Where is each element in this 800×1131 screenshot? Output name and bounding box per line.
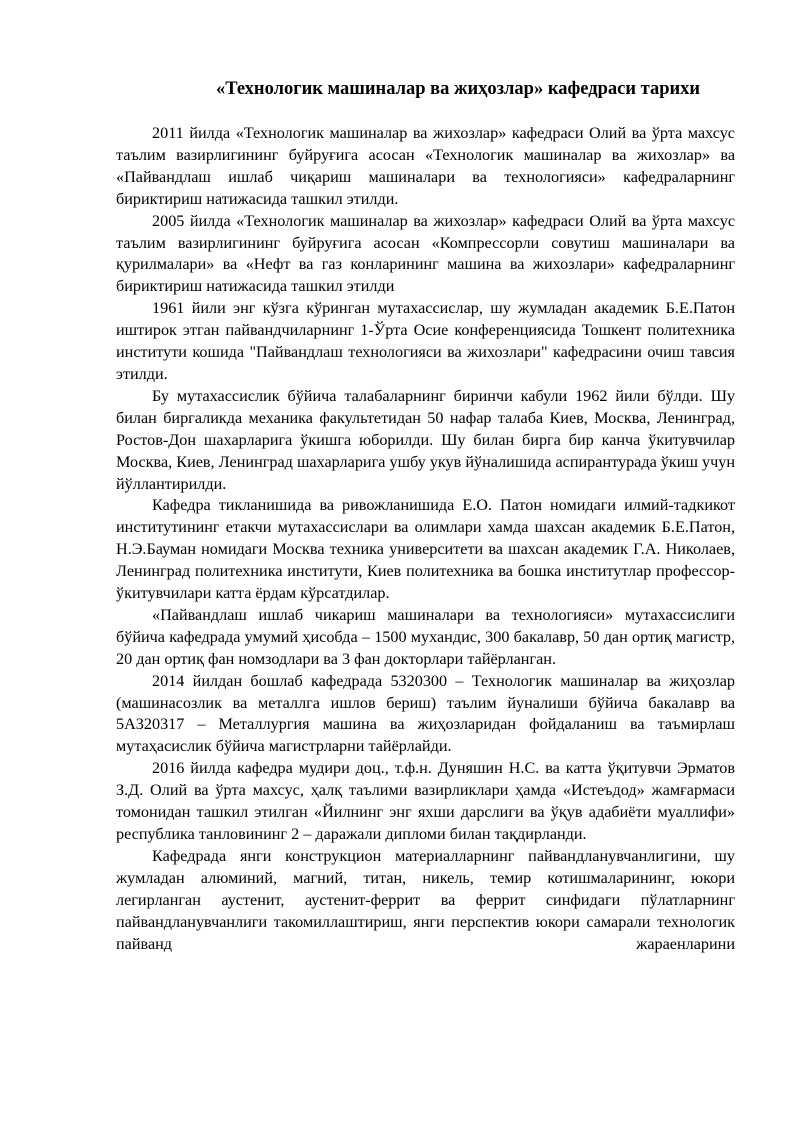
paragraph-1962: Бу мутахассислик бўйича талабаларнинг биринчи кабули 1962 йили бўлди. Шу билан биргаликда механика факультетидан 50 нафар талаба Киев, Москва, Ленинград, Ростов-Дон шахарларига ўкишга юборилди. Шу билан бирга бир канча ўкитувчилар Москва, Киев, Ленинград шахарларига ушбу укув йўналишида аспирантурада ўкиш учун йўллантирилди.	[116, 386, 735, 493]
paragraph-2014: 2014 йилдан бошлаб кафедрада 5320300 – Технологик машиналар ва жиҳозлар (машинасозлик ва металлга ишлов бериш) таълим йуналиши бўйича бакалавр ва 5А320317 – Металлургия машина ва жиҳозларидан фойдаланиш ва таъмирлаш мутаҳасислик бўйича магистрларни тайёрлайди.	[116, 671, 735, 756]
paragraph-research: Кафедрада янги конструкцион материалларнинг пайвандланувчанлигини, шу жумладан алюминий, магний, титан, никель, темир котишмаларининг, юкори легирланган аустенит, аустенит-феррит ва феррит синфидаги пўлатларнинг пайвандланувчанлиги такомиллаштириш, янги перспектив юкори самарали технологик пайванд жараенларини	[116, 846, 735, 953]
paragraph-1961: 1961 йили энг кўзга кўринган мутахассислар, шу жумладан академик Б.Е.Патон иштирок этган пайвандчиларнинг 1-Ўрта Осие конференциясида Тошкент политехника институти кошида "Пайвандлаш технологияси ва жихозлари" кафедрасини очиш тавсия этилди.	[116, 299, 735, 383]
document-title: «Технологик машиналар ва жиҳозлар» кафедраси тарихи	[215, 79, 701, 99]
paragraph-graduates: «Пайвандлаш ишлаб чикариш машиналари ва технологияси» мутахассислиги бўйича кафедрада умумий ҳисобда – 1500 мухандис, 300 бакалавр, 50 дан ортиқ магистр, 20 дан ортиқ фан номзодлари ва 3 фан докторлари тайёрланган.	[116, 605, 735, 668]
paragraph-2011: 2011 йилда «Технологик машиналар ва жихозлар» кафедраси Олий ва ўрта махсус таълим вазирлигининг буйруғига асосан «Технологик машиналар ва жихозлар» ва «Пайвандлаш ишлаб чиқариш машиналари ва технологияси» кафедраларнинг бириктириш натижасида ташкил этилди.	[116, 124, 735, 208]
paragraph-2005: 2005 йилда «Технологик машиналар ва жихозлар» кафедраси Олий ва ўрта махсус таълим вазирлигининг буйруғига асосан «Компрессорли совутиш машиналари ва қурилмалари» ва «Нефт ва газ конларининг машина ва жихозлари» кафедраларнинг бириктириш натижасида ташкил этилди	[116, 211, 735, 296]
paragraph-2016: 2016 йилда кафедра мудири доц., т.ф.н. Дуняшин Н.С. ва катта ўқитувчи Эрматов З.Д. Олий ва ўрта махсус, ҳалқ таълими вазирликлари ҳамда «Истеъдод» жамғармаси томонидан ташкил этилган «Йилнинг энг яхши дарслиги ва ўқув адабиёти муаллифи» республика танловининг 2 – даражали дипломи билан тақдирланди.	[116, 759, 735, 843]
paragraph-support: Кафедра тикланишида ва ривожланишида Е.О. Патон номидаги илмий-тадкикот институтининг етакчи мутахассислари ва олимлари хамда шахсан академик Б.Е.Патон, Н.Э.Бауман номидаги Москва техника университети ва шахсан академик Г.А. Николаев, Ленинград политехника институти, Киев политехника ва бошка институтлар профессор-ўкитувчилари катта ёрдам кўрсатдилар.	[116, 496, 735, 603]
document-body	[116, 123, 735, 955]
